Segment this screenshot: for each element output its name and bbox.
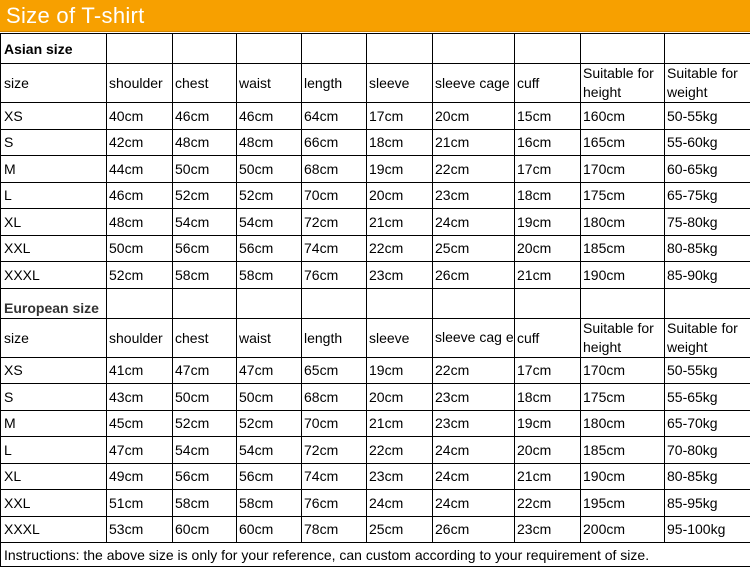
empty-cell xyxy=(302,34,367,64)
asian-section-row xyxy=(1,34,750,64)
measurement-cell: 74cm xyxy=(302,235,367,262)
measurement-cell: 65-70kg xyxy=(665,410,750,437)
measurement-cell: 85-95kg xyxy=(665,490,750,517)
measurement-cell: 65-75kg xyxy=(665,182,750,209)
column-header: shoulder xyxy=(107,64,173,103)
measurement-cell: 50-55kg xyxy=(665,357,750,384)
measurement-cell: 20cm xyxy=(367,384,433,411)
column-header: cuff xyxy=(515,64,581,103)
empty-cell xyxy=(302,288,367,318)
measurement-cell: 68cm xyxy=(302,384,367,411)
column-header: cuff xyxy=(515,318,581,357)
measurement-cell: 23cm xyxy=(367,262,433,289)
size-label: XXXL xyxy=(1,262,107,289)
measurement-cell: 47cm xyxy=(107,437,173,464)
empty-cell xyxy=(433,34,515,64)
measurement-cell: 52cm xyxy=(107,262,173,289)
empty-cell xyxy=(107,288,173,318)
column-header: waist xyxy=(237,64,302,103)
asian-section-label: Asian size xyxy=(1,34,107,64)
measurement-cell: 46cm xyxy=(237,103,302,130)
measurement-cell: 23cm xyxy=(433,410,515,437)
measurement-cell: 22cm xyxy=(367,437,433,464)
measurement-cell: 58cm xyxy=(173,490,237,517)
measurement-cell: 55-65kg xyxy=(665,384,750,411)
measurement-cell: 22cm xyxy=(433,156,515,183)
measurement-cell: 95-100kg xyxy=(665,516,750,543)
measurement-cell: 51cm xyxy=(107,490,173,517)
size-label: XXL xyxy=(1,490,107,517)
size-label: XL xyxy=(1,209,107,236)
measurement-cell: 23cm xyxy=(433,384,515,411)
measurement-cell: 24cm xyxy=(433,209,515,236)
european-section-label: European size xyxy=(1,288,107,318)
measurement-cell: 50cm xyxy=(107,235,173,262)
measurement-cell: 52cm xyxy=(173,410,237,437)
measurement-cell: 70cm xyxy=(302,182,367,209)
measurement-cell: 53cm xyxy=(107,516,173,543)
european-section-row xyxy=(1,288,750,318)
column-header: sleeve xyxy=(367,318,433,357)
empty-cell xyxy=(581,34,665,64)
measurement-cell: 54cm xyxy=(237,437,302,464)
column-header: Suitable for weight xyxy=(665,64,750,103)
measurement-cell: 70cm xyxy=(302,410,367,437)
table-row xyxy=(1,129,750,156)
asian-header-row xyxy=(1,64,750,103)
table-row xyxy=(1,209,750,236)
measurement-cell: 190cm xyxy=(581,262,665,289)
measurement-cell: 16cm xyxy=(515,129,581,156)
measurement-cell: 15cm xyxy=(515,103,581,130)
empty-cell xyxy=(173,288,237,318)
column-header: sleeve cag e xyxy=(433,318,515,357)
measurement-cell: 52cm xyxy=(173,182,237,209)
measurement-cell: 46cm xyxy=(173,103,237,130)
measurement-cell: 49cm xyxy=(107,463,173,490)
column-header: size xyxy=(1,318,107,357)
measurement-cell: 24cm xyxy=(433,463,515,490)
measurement-cell: 19cm xyxy=(515,209,581,236)
empty-cell xyxy=(173,34,237,64)
table-row xyxy=(1,262,750,289)
measurement-cell: 26cm xyxy=(433,262,515,289)
measurement-cell: 52cm xyxy=(237,182,302,209)
measurement-cell: 21cm xyxy=(367,209,433,236)
measurement-cell: 20cm xyxy=(367,182,433,209)
measurement-cell: 46cm xyxy=(107,182,173,209)
table-row xyxy=(1,235,750,262)
empty-cell xyxy=(665,34,750,64)
measurement-cell: 185cm xyxy=(581,235,665,262)
size-label: S xyxy=(1,129,107,156)
measurement-cell: 21cm xyxy=(515,262,581,289)
measurement-cell: 195cm xyxy=(581,490,665,517)
measurement-cell: 68cm xyxy=(302,156,367,183)
measurement-cell: 60-65kg xyxy=(665,156,750,183)
empty-cell xyxy=(515,288,581,318)
size-chart-table xyxy=(0,33,750,567)
measurement-cell: 52cm xyxy=(237,410,302,437)
table-row xyxy=(1,357,750,384)
table-row xyxy=(1,182,750,209)
measurement-cell: 170cm xyxy=(581,357,665,384)
measurement-cell: 165cm xyxy=(581,129,665,156)
measurement-cell: 180cm xyxy=(581,209,665,236)
column-header: chest xyxy=(173,64,237,103)
measurement-cell: 18cm xyxy=(515,384,581,411)
measurement-cell: 25cm xyxy=(367,516,433,543)
measurement-cell: 41cm xyxy=(107,357,173,384)
empty-cell xyxy=(237,34,302,64)
measurement-cell: 24cm xyxy=(367,490,433,517)
column-header: sleeve xyxy=(367,64,433,103)
empty-cell xyxy=(107,34,173,64)
column-header: Suitable for height xyxy=(581,64,665,103)
size-label: XS xyxy=(1,103,107,130)
measurement-cell: 21cm xyxy=(515,463,581,490)
measurement-cell: 64cm xyxy=(302,103,367,130)
measurement-cell: 48cm xyxy=(173,129,237,156)
measurement-cell: 80-85kg xyxy=(665,235,750,262)
measurement-cell: 23cm xyxy=(515,516,581,543)
measurement-cell: 72cm xyxy=(302,437,367,464)
measurement-cell: 60cm xyxy=(173,516,237,543)
measurement-cell: 56cm xyxy=(237,235,302,262)
measurement-cell: 19cm xyxy=(367,357,433,384)
measurement-cell: 185cm xyxy=(581,437,665,464)
column-header: Suitable for weight xyxy=(665,318,750,357)
empty-cell xyxy=(367,34,433,64)
empty-cell xyxy=(367,288,433,318)
measurement-cell: 54cm xyxy=(173,209,237,236)
column-header: length xyxy=(302,64,367,103)
instructions-text: Instructions: the above size is only for your reference, can custom according to your requirement of size. xyxy=(1,543,750,567)
size-label: XL xyxy=(1,463,107,490)
measurement-cell: 17cm xyxy=(515,156,581,183)
column-header: sleeve cage xyxy=(433,64,515,103)
measurement-cell: 18cm xyxy=(367,129,433,156)
measurement-cell: 78cm xyxy=(302,516,367,543)
table-row xyxy=(1,384,750,411)
measurement-cell: 19cm xyxy=(367,156,433,183)
measurement-cell: 17cm xyxy=(515,357,581,384)
table-row xyxy=(1,463,750,490)
measurement-cell: 43cm xyxy=(107,384,173,411)
table-row xyxy=(1,437,750,464)
measurement-cell: 76cm xyxy=(302,490,367,517)
measurement-cell: 50cm xyxy=(237,384,302,411)
table-row xyxy=(1,490,750,517)
table-row xyxy=(1,103,750,130)
measurement-cell: 170cm xyxy=(581,156,665,183)
measurement-cell: 75-80kg xyxy=(665,209,750,236)
measurement-cell: 20cm xyxy=(433,103,515,130)
measurement-cell: 47cm xyxy=(173,357,237,384)
empty-cell xyxy=(237,288,302,318)
column-header: size xyxy=(1,64,107,103)
measurement-cell: 54cm xyxy=(173,437,237,464)
size-label: M xyxy=(1,156,107,183)
empty-cell xyxy=(433,288,515,318)
measurement-cell: 22cm xyxy=(367,235,433,262)
size-label: XS xyxy=(1,357,107,384)
column-header: length xyxy=(302,318,367,357)
measurement-cell: 26cm xyxy=(433,516,515,543)
empty-cell xyxy=(665,288,750,318)
measurement-cell: 54cm xyxy=(237,209,302,236)
measurement-cell: 180cm xyxy=(581,410,665,437)
measurement-cell: 21cm xyxy=(367,410,433,437)
measurement-cell: 25cm xyxy=(433,235,515,262)
instructions-row xyxy=(1,543,750,567)
measurement-cell: 23cm xyxy=(433,182,515,209)
measurement-cell: 190cm xyxy=(581,463,665,490)
measurement-cell: 65cm xyxy=(302,357,367,384)
measurement-cell: 42cm xyxy=(107,129,173,156)
measurement-cell: 19cm xyxy=(515,410,581,437)
measurement-cell: 55-60kg xyxy=(665,129,750,156)
measurement-cell: 76cm xyxy=(302,262,367,289)
measurement-cell: 160cm xyxy=(581,103,665,130)
measurement-cell: 24cm xyxy=(433,437,515,464)
measurement-cell: 56cm xyxy=(173,463,237,490)
measurement-cell: 60cm xyxy=(237,516,302,543)
measurement-cell: 85-90kg xyxy=(665,262,750,289)
title-banner xyxy=(0,0,750,32)
measurement-cell: 175cm xyxy=(581,384,665,411)
measurement-cell: 175cm xyxy=(581,182,665,209)
measurement-cell: 50cm xyxy=(173,156,237,183)
measurement-cell: 18cm xyxy=(515,182,581,209)
empty-cell xyxy=(581,288,665,318)
european-header-row xyxy=(1,318,750,357)
size-label: L xyxy=(1,437,107,464)
page-title: Size of T-shirt xyxy=(6,3,145,28)
measurement-cell: 22cm xyxy=(433,357,515,384)
measurement-cell: 48cm xyxy=(237,129,302,156)
measurement-cell: 22cm xyxy=(515,490,581,517)
measurement-cell: 21cm xyxy=(433,129,515,156)
column-header: Suitable for height xyxy=(581,318,665,357)
table-row xyxy=(1,410,750,437)
table-row xyxy=(1,516,750,543)
measurement-cell: 40cm xyxy=(107,103,173,130)
size-label: L xyxy=(1,182,107,209)
measurement-cell: 50cm xyxy=(173,384,237,411)
measurement-cell: 20cm xyxy=(515,437,581,464)
size-label: S xyxy=(1,384,107,411)
measurement-cell: 48cm xyxy=(107,209,173,236)
measurement-cell: 45cm xyxy=(107,410,173,437)
size-label: XXXL xyxy=(1,516,107,543)
measurement-cell: 56cm xyxy=(237,463,302,490)
measurement-cell: 80-85kg xyxy=(665,463,750,490)
measurement-cell: 17cm xyxy=(367,103,433,130)
measurement-cell: 58cm xyxy=(237,262,302,289)
measurement-cell: 24cm xyxy=(433,490,515,517)
measurement-cell: 44cm xyxy=(107,156,173,183)
size-label: M xyxy=(1,410,107,437)
measurement-cell: 74cm xyxy=(302,463,367,490)
column-header: chest xyxy=(173,318,237,357)
column-header: shoulder xyxy=(107,318,173,357)
column-header: waist xyxy=(237,318,302,357)
table-row xyxy=(1,156,750,183)
measurement-cell: 66cm xyxy=(302,129,367,156)
measurement-cell: 200cm xyxy=(581,516,665,543)
measurement-cell: 23cm xyxy=(367,463,433,490)
measurement-cell: 58cm xyxy=(237,490,302,517)
measurement-cell: 72cm xyxy=(302,209,367,236)
measurement-cell: 70-80kg xyxy=(665,437,750,464)
measurement-cell: 20cm xyxy=(515,235,581,262)
measurement-cell: 58cm xyxy=(173,262,237,289)
measurement-cell: 50-55kg xyxy=(665,103,750,130)
empty-cell xyxy=(515,34,581,64)
size-label: XXL xyxy=(1,235,107,262)
measurement-cell: 56cm xyxy=(173,235,237,262)
measurement-cell: 47cm xyxy=(237,357,302,384)
measurement-cell: 50cm xyxy=(237,156,302,183)
